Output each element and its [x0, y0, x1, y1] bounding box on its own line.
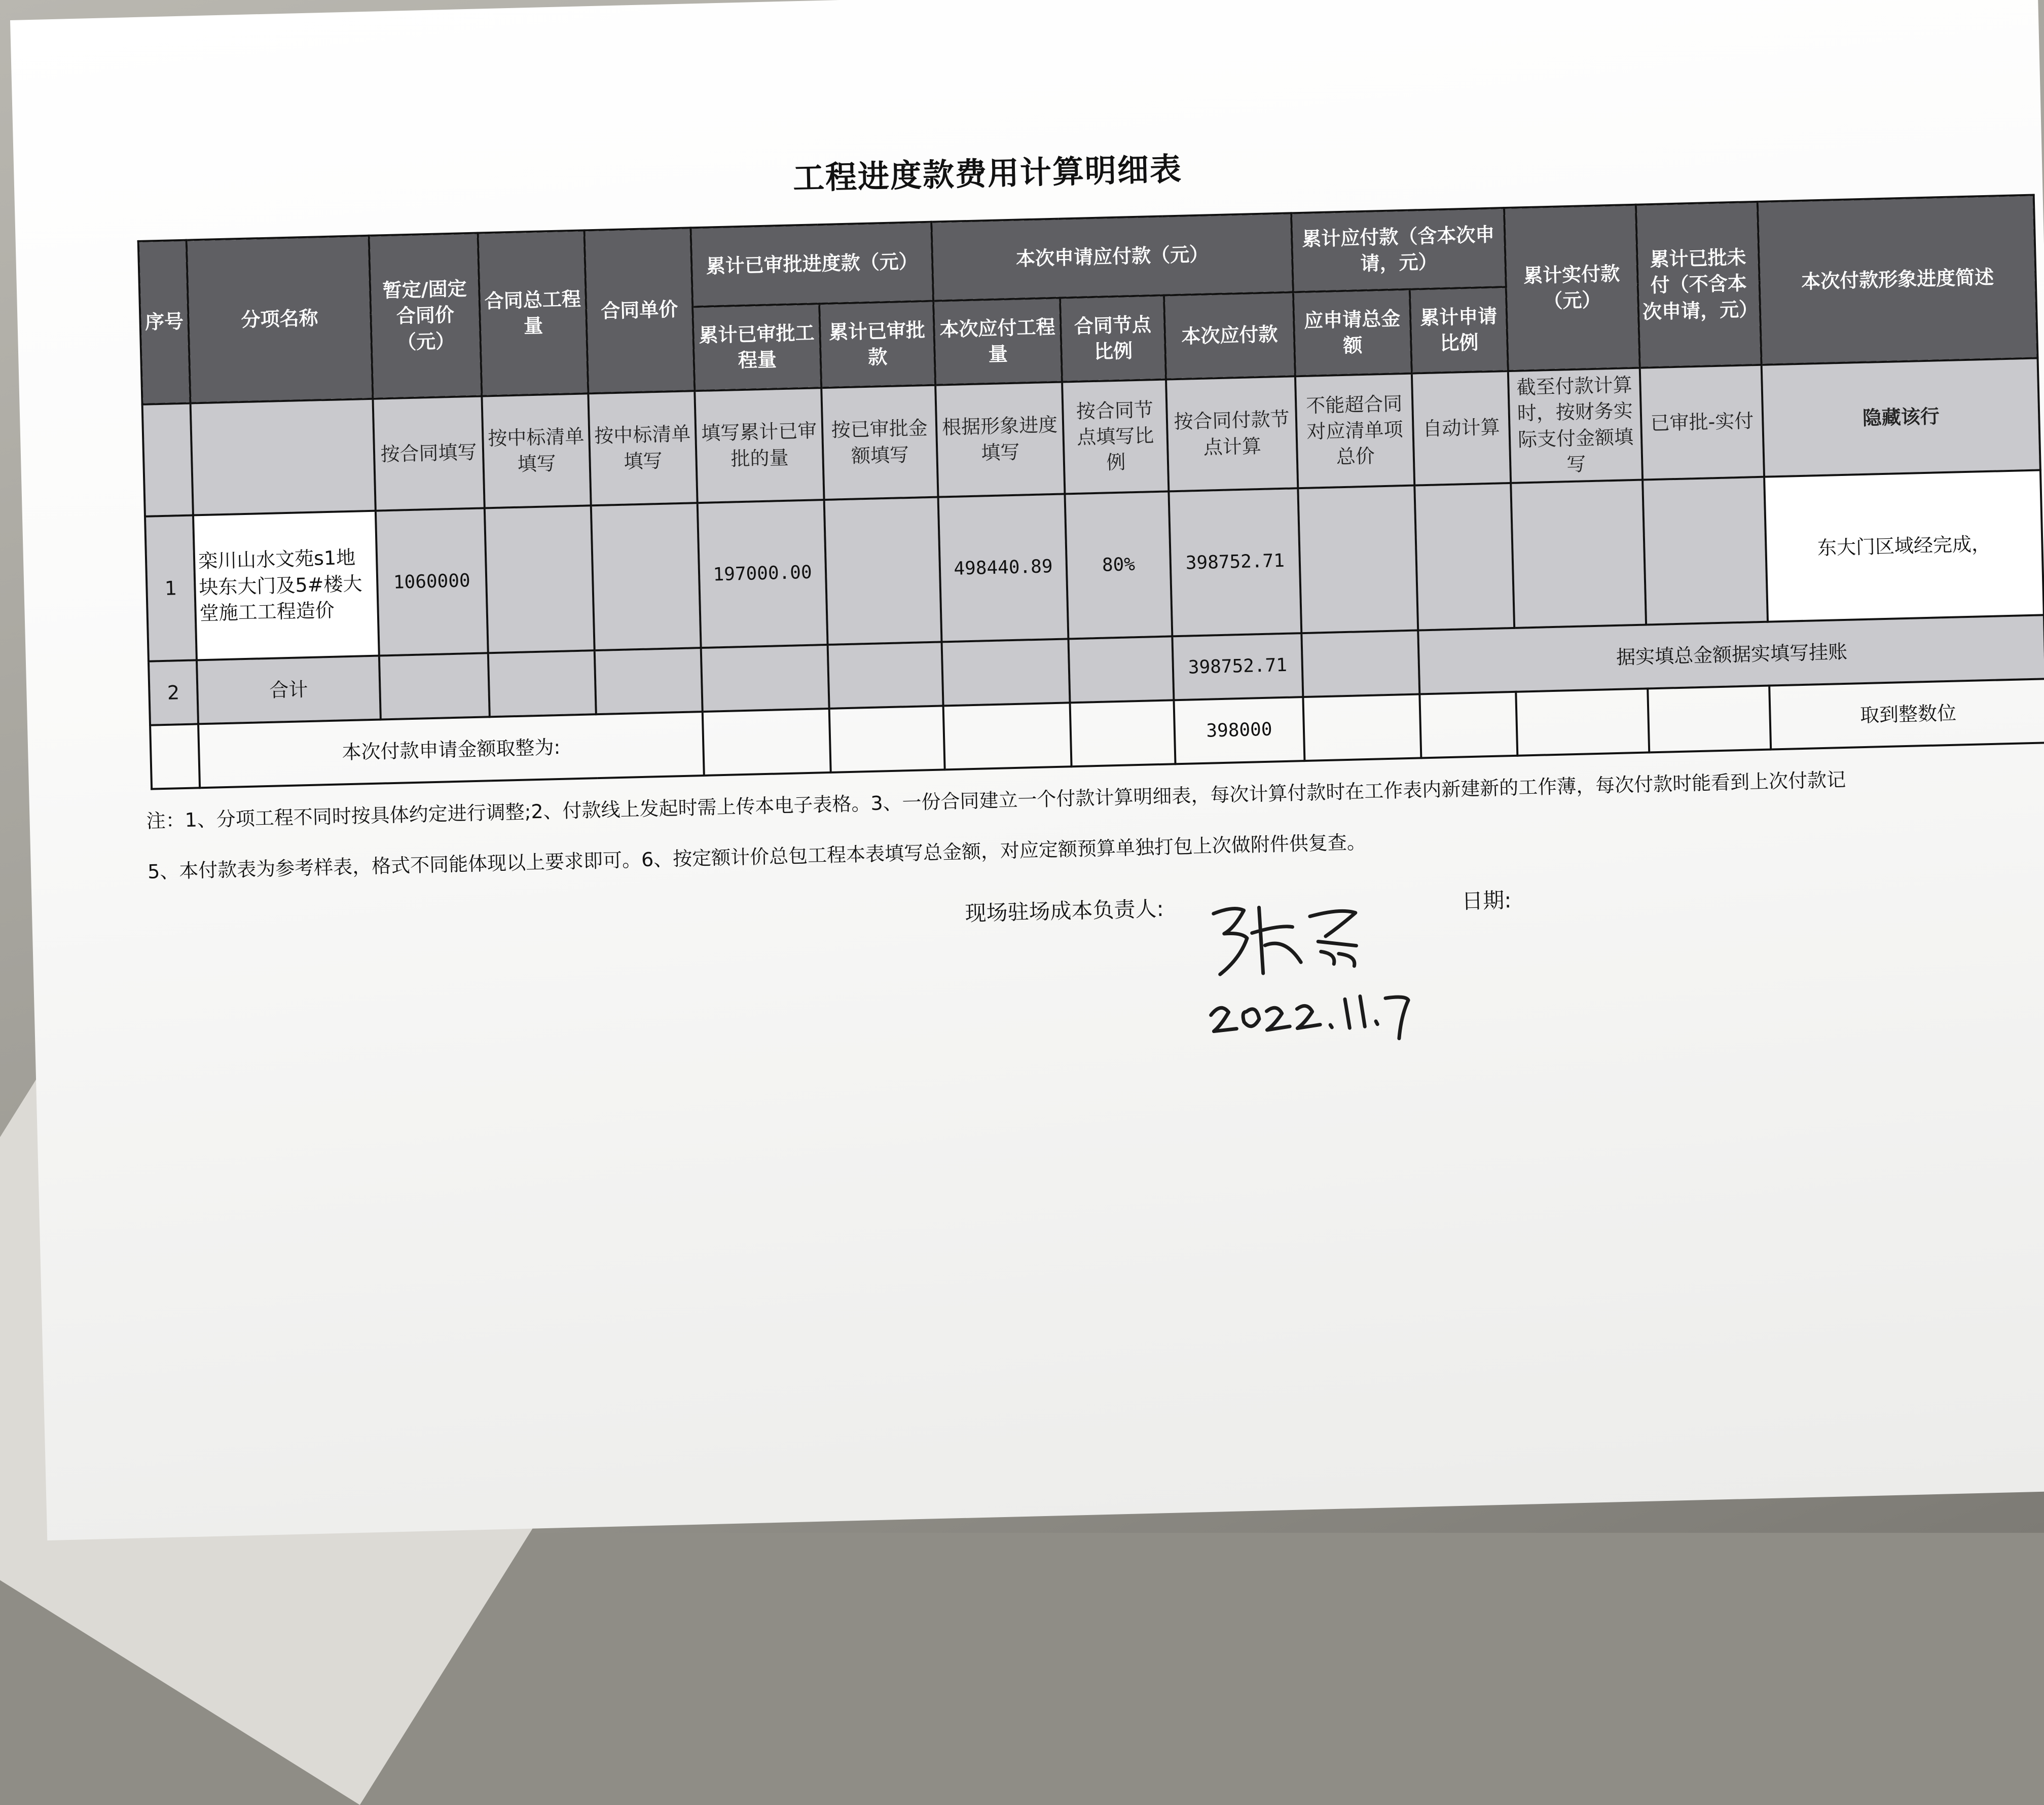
header-contract-price: 暂定/固定合同价（元）: [369, 233, 482, 399]
round-label: 本次付款申请金额取整为:: [198, 712, 704, 788]
header-approved-amount: 累计已审批款: [819, 301, 935, 388]
header-progress-desc: 本次付款形象进度简述: [1758, 195, 2038, 365]
header-unit-price: 合同单价: [584, 228, 695, 393]
hint-actual-paid: 截至付款计算时，按财务实际支付金额填写: [1508, 368, 1642, 483]
paper-document: [10, 0, 2044, 1540]
header-approved-unpaid: 累计已批未付（不含本次申请，元）: [1636, 202, 1762, 368]
date-label: 日期:: [1461, 888, 1512, 914]
row-apply-amount: 398752.71: [1169, 488, 1301, 636]
header-cum-ratio: 累计申请比例: [1410, 287, 1508, 374]
total-note: 据实填总金额据实填写挂账: [1418, 615, 2044, 694]
handwritten-signature: [1203, 893, 1430, 1051]
row-approved-unpaid: [1642, 477, 1768, 625]
row-approved-amount: [824, 497, 942, 645]
row-contract-price: 1060000: [376, 508, 488, 656]
header-apply-qty: 本次应付工程量: [933, 298, 1062, 385]
hint-unit-price: 按中标清单填写: [588, 391, 697, 505]
hint-approved-qty: 填写累计已审批的量: [695, 388, 824, 503]
hint-seq: [142, 403, 193, 517]
hint-apply-qty: 根据形象进度填写: [935, 382, 1065, 497]
hint-contract-price: 按合同填写: [373, 396, 484, 510]
hint-cum-total: 不能超合同对应清单项总价: [1295, 374, 1414, 489]
hint-approved-amount: 按已审批金额填写: [821, 385, 938, 500]
total-label: 合计: [197, 656, 381, 724]
header-apply-amount: 本次应付款: [1164, 292, 1295, 379]
total-apply-amount: 398752.71: [1172, 633, 1303, 700]
row-approved-qty: 197000.00: [698, 500, 828, 648]
note-line-1: 注：1、分项工程不同时按具体约定进行调整;2、付款线上发起时需上传本电子表格。3、一份合同建立一个付款计算明细表，每次计算付款时在工作表内新建新的工作薄，每次付款时能看到上次付款记: [146, 768, 1846, 832]
row-item-name: 栾川山水文苑s1地块东大门及5#楼大堂施工工程造价: [193, 511, 379, 660]
row-cum-ratio: [1414, 483, 1514, 631]
header-actual-paid: 累计实付款（元）: [1504, 205, 1640, 371]
row-progress-desc: 东大门区域经完成，: [1764, 470, 2044, 622]
header-node-ratio: 合同节点比例: [1060, 296, 1166, 382]
document-title: 工程进度款费用计算明细表: [792, 150, 1183, 197]
header-total-quantity: 合同总工程量: [478, 230, 589, 396]
header-cum-total: 应申请总金额: [1293, 289, 1412, 377]
total-seq: 2: [149, 660, 198, 725]
note-line-2: 5、本付款表为参考样表，格式不同能体现以上要求即可。6、按定额计价总包工程本表填写总金额，对应定额预算单独打包上次做附件供复查。: [147, 831, 1367, 883]
header-apply-group: 本次申请应付款（元）: [931, 213, 1293, 301]
hint-cum-ratio: 自动计算: [1412, 371, 1511, 486]
row-total-quantity: [485, 505, 595, 653]
header-approved-group: 累计已审批进度款（元）: [690, 222, 933, 307]
payment-table: [137, 194, 2044, 790]
row-node-ratio: 80%: [1065, 492, 1172, 639]
row-unit-price: [591, 503, 701, 650]
hint-node-ratio: 按合同节点填写比例: [1062, 380, 1169, 494]
hint-progress-desc: 隐藏该行: [1762, 358, 2040, 476]
header-item-name: 分项名称: [187, 236, 373, 403]
hint-item-name: [191, 399, 376, 515]
row-seq: 1: [145, 515, 197, 661]
header-cumulative-group: 累计应付款（含本次申请，元）: [1291, 208, 1506, 292]
round-amount: 398000: [1174, 697, 1304, 764]
row-cum-total: [1298, 486, 1418, 634]
hint-apply-amount: 按合同付款节点计算: [1166, 376, 1298, 491]
row-apply-qty: 498440.89: [938, 494, 1069, 642]
header-seq: 序号: [138, 240, 191, 404]
signer-label: 现场驻场成本负责人:: [965, 896, 1164, 926]
hint-approved-unpaid: 已审批-实付: [1640, 365, 1764, 480]
hint-total-quantity: 按中标清单填写: [482, 393, 591, 508]
header-approved-qty: 累计已审批工程量: [692, 304, 821, 391]
round-note: 取到整数位: [1769, 679, 2044, 749]
row-actual-paid: [1511, 480, 1646, 628]
